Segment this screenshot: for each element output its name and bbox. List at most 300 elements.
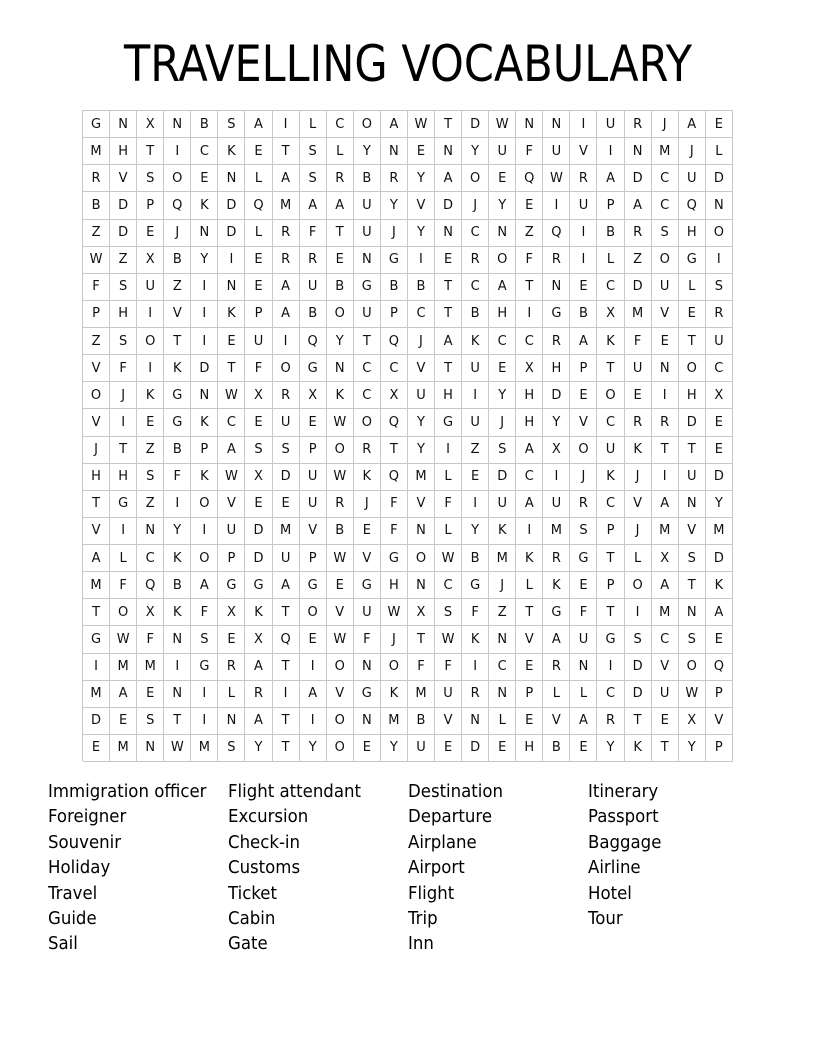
- grid-cell[interactable]: K: [164, 599, 191, 626]
- grid-cell[interactable]: J: [625, 518, 652, 545]
- grid-cell[interactable]: N: [489, 626, 516, 653]
- grid-cell[interactable]: D: [218, 220, 245, 247]
- grid-cell[interactable]: W: [218, 464, 245, 491]
- grid-cell[interactable]: M: [408, 681, 435, 708]
- grid-cell[interactable]: A: [327, 192, 354, 219]
- grid-cell[interactable]: W: [327, 464, 354, 491]
- grid-cell[interactable]: Y: [462, 138, 489, 165]
- grid-cell[interactable]: U: [273, 545, 300, 572]
- grid-cell[interactable]: Z: [516, 220, 543, 247]
- grid-cell[interactable]: N: [652, 355, 679, 382]
- grid-cell[interactable]: E: [110, 708, 137, 735]
- grid-cell[interactable]: K: [164, 355, 191, 382]
- grid-cell[interactable]: E: [489, 735, 516, 762]
- grid-cell[interactable]: Q: [706, 654, 733, 681]
- grid-cell[interactable]: O: [597, 382, 624, 409]
- grid-cell[interactable]: S: [245, 437, 272, 464]
- grid-cell[interactable]: R: [218, 654, 245, 681]
- grid-cell[interactable]: U: [543, 491, 570, 518]
- grid-cell[interactable]: T: [327, 220, 354, 247]
- grid-cell[interactable]: A: [435, 328, 462, 355]
- grid-cell[interactable]: H: [679, 220, 706, 247]
- grid-cell[interactable]: O: [327, 708, 354, 735]
- grid-cell[interactable]: U: [706, 328, 733, 355]
- grid-cell[interactable]: W: [83, 247, 110, 274]
- grid-cell[interactable]: I: [137, 355, 164, 382]
- grid-cell[interactable]: O: [327, 735, 354, 762]
- grid-cell[interactable]: Q: [300, 328, 327, 355]
- grid-cell[interactable]: L: [679, 274, 706, 301]
- grid-cell[interactable]: E: [327, 572, 354, 599]
- grid-cell[interactable]: E: [570, 274, 597, 301]
- grid-cell[interactable]: S: [218, 111, 245, 138]
- grid-cell[interactable]: G: [300, 572, 327, 599]
- grid-cell[interactable]: T: [679, 572, 706, 599]
- grid-cell[interactable]: I: [570, 220, 597, 247]
- grid-cell[interactable]: M: [273, 518, 300, 545]
- grid-cell[interactable]: I: [300, 708, 327, 735]
- grid-cell[interactable]: M: [137, 654, 164, 681]
- grid-cell[interactable]: A: [516, 491, 543, 518]
- grid-cell[interactable]: D: [191, 355, 218, 382]
- grid-cell[interactable]: L: [597, 247, 624, 274]
- grid-cell[interactable]: V: [408, 491, 435, 518]
- grid-cell[interactable]: E: [516, 192, 543, 219]
- grid-cell[interactable]: N: [110, 111, 137, 138]
- grid-cell[interactable]: N: [164, 111, 191, 138]
- grid-cell[interactable]: H: [516, 382, 543, 409]
- grid-cell[interactable]: G: [570, 545, 597, 572]
- grid-cell[interactable]: V: [327, 599, 354, 626]
- grid-cell[interactable]: G: [83, 111, 110, 138]
- grid-cell[interactable]: W: [435, 545, 462, 572]
- grid-cell[interactable]: I: [543, 464, 570, 491]
- grid-cell[interactable]: O: [164, 165, 191, 192]
- grid-cell[interactable]: R: [543, 247, 570, 274]
- grid-cell[interactable]: X: [679, 708, 706, 735]
- grid-cell[interactable]: S: [273, 437, 300, 464]
- grid-cell[interactable]: I: [462, 654, 489, 681]
- grid-cell[interactable]: D: [706, 464, 733, 491]
- grid-cell[interactable]: O: [706, 220, 733, 247]
- grid-cell[interactable]: L: [327, 138, 354, 165]
- grid-cell[interactable]: T: [679, 437, 706, 464]
- grid-cell[interactable]: O: [489, 247, 516, 274]
- grid-cell[interactable]: I: [191, 328, 218, 355]
- grid-cell[interactable]: Y: [489, 382, 516, 409]
- grid-cell[interactable]: C: [516, 464, 543, 491]
- grid-cell[interactable]: N: [489, 220, 516, 247]
- grid-cell[interactable]: S: [679, 545, 706, 572]
- grid-cell[interactable]: R: [327, 491, 354, 518]
- grid-cell[interactable]: B: [164, 572, 191, 599]
- grid-cell[interactable]: U: [354, 599, 381, 626]
- grid-cell[interactable]: A: [435, 165, 462, 192]
- grid-cell[interactable]: E: [245, 247, 272, 274]
- grid-cell[interactable]: E: [706, 437, 733, 464]
- grid-cell[interactable]: E: [300, 626, 327, 653]
- grid-cell[interactable]: B: [354, 165, 381, 192]
- grid-cell[interactable]: X: [245, 464, 272, 491]
- grid-cell[interactable]: E: [300, 409, 327, 436]
- grid-cell[interactable]: O: [327, 654, 354, 681]
- grid-cell[interactable]: C: [218, 409, 245, 436]
- grid-cell[interactable]: B: [164, 247, 191, 274]
- grid-cell[interactable]: P: [137, 192, 164, 219]
- grid-cell[interactable]: E: [516, 654, 543, 681]
- grid-cell[interactable]: Y: [408, 165, 435, 192]
- grid-cell[interactable]: V: [570, 409, 597, 436]
- grid-cell[interactable]: T: [83, 599, 110, 626]
- grid-cell[interactable]: T: [381, 437, 408, 464]
- grid-cell[interactable]: I: [137, 301, 164, 328]
- grid-cell[interactable]: M: [652, 138, 679, 165]
- grid-cell[interactable]: T: [679, 328, 706, 355]
- grid-cell[interactable]: U: [679, 464, 706, 491]
- grid-cell[interactable]: I: [570, 247, 597, 274]
- grid-cell[interactable]: S: [110, 328, 137, 355]
- grid-cell[interactable]: P: [706, 681, 733, 708]
- grid-cell[interactable]: H: [110, 301, 137, 328]
- grid-cell[interactable]: N: [164, 626, 191, 653]
- grid-cell[interactable]: G: [354, 274, 381, 301]
- grid-cell[interactable]: Z: [137, 437, 164, 464]
- grid-cell[interactable]: V: [435, 708, 462, 735]
- grid-cell[interactable]: K: [218, 301, 245, 328]
- grid-cell[interactable]: Y: [327, 328, 354, 355]
- grid-cell[interactable]: A: [570, 328, 597, 355]
- grid-cell[interactable]: O: [408, 545, 435, 572]
- grid-cell[interactable]: I: [110, 518, 137, 545]
- grid-cell[interactable]: M: [83, 572, 110, 599]
- grid-cell[interactable]: J: [462, 192, 489, 219]
- grid-cell[interactable]: N: [516, 111, 543, 138]
- grid-cell[interactable]: P: [706, 735, 733, 762]
- grid-cell[interactable]: T: [110, 437, 137, 464]
- grid-cell[interactable]: C: [706, 355, 733, 382]
- grid-cell[interactable]: G: [245, 572, 272, 599]
- grid-cell[interactable]: F: [381, 518, 408, 545]
- grid-cell[interactable]: Y: [597, 735, 624, 762]
- grid-cell[interactable]: F: [462, 599, 489, 626]
- grid-cell[interactable]: M: [543, 518, 570, 545]
- grid-cell[interactable]: A: [110, 681, 137, 708]
- grid-cell[interactable]: G: [300, 355, 327, 382]
- grid-cell[interactable]: I: [543, 192, 570, 219]
- grid-cell[interactable]: O: [327, 301, 354, 328]
- grid-cell[interactable]: N: [462, 708, 489, 735]
- grid-cell[interactable]: U: [489, 138, 516, 165]
- grid-cell[interactable]: N: [327, 355, 354, 382]
- grid-cell[interactable]: C: [489, 654, 516, 681]
- grid-cell[interactable]: E: [245, 138, 272, 165]
- grid-cell[interactable]: U: [652, 681, 679, 708]
- grid-cell[interactable]: U: [137, 274, 164, 301]
- grid-cell[interactable]: H: [435, 382, 462, 409]
- grid-cell[interactable]: C: [381, 355, 408, 382]
- grid-cell[interactable]: N: [570, 654, 597, 681]
- grid-cell[interactable]: Y: [191, 247, 218, 274]
- grid-cell[interactable]: U: [354, 301, 381, 328]
- grid-cell[interactable]: Y: [164, 518, 191, 545]
- grid-cell[interactable]: V: [652, 301, 679, 328]
- grid-cell[interactable]: N: [706, 192, 733, 219]
- grid-cell[interactable]: Z: [462, 437, 489, 464]
- grid-cell[interactable]: O: [83, 382, 110, 409]
- grid-cell[interactable]: L: [625, 545, 652, 572]
- grid-cell[interactable]: D: [625, 274, 652, 301]
- grid-cell[interactable]: N: [408, 572, 435, 599]
- grid-cell[interactable]: E: [489, 165, 516, 192]
- grid-cell[interactable]: I: [652, 382, 679, 409]
- grid-cell[interactable]: I: [462, 491, 489, 518]
- grid-cell[interactable]: C: [597, 409, 624, 436]
- grid-cell[interactable]: S: [570, 518, 597, 545]
- grid-cell[interactable]: N: [435, 220, 462, 247]
- grid-cell[interactable]: A: [273, 274, 300, 301]
- grid-cell[interactable]: F: [516, 247, 543, 274]
- grid-cell[interactable]: I: [191, 518, 218, 545]
- grid-cell[interactable]: I: [435, 437, 462, 464]
- grid-cell[interactable]: N: [218, 165, 245, 192]
- grid-cell[interactable]: J: [164, 220, 191, 247]
- grid-cell[interactable]: Z: [110, 247, 137, 274]
- grid-cell[interactable]: E: [706, 409, 733, 436]
- grid-cell[interactable]: W: [543, 165, 570, 192]
- grid-cell[interactable]: U: [570, 192, 597, 219]
- grid-cell[interactable]: G: [164, 382, 191, 409]
- grid-cell[interactable]: N: [354, 247, 381, 274]
- grid-cell[interactable]: E: [273, 491, 300, 518]
- grid-cell[interactable]: K: [218, 138, 245, 165]
- grid-cell[interactable]: G: [462, 572, 489, 599]
- grid-cell[interactable]: U: [273, 409, 300, 436]
- grid-cell[interactable]: V: [652, 654, 679, 681]
- grid-cell[interactable]: J: [652, 111, 679, 138]
- grid-cell[interactable]: G: [354, 572, 381, 599]
- grid-cell[interactable]: F: [110, 572, 137, 599]
- grid-cell[interactable]: E: [137, 681, 164, 708]
- grid-cell[interactable]: Z: [137, 491, 164, 518]
- grid-cell[interactable]: M: [110, 735, 137, 762]
- grid-cell[interactable]: D: [245, 545, 272, 572]
- grid-cell[interactable]: Y: [381, 735, 408, 762]
- grid-cell[interactable]: S: [300, 165, 327, 192]
- grid-cell[interactable]: O: [679, 654, 706, 681]
- grid-cell[interactable]: A: [652, 491, 679, 518]
- grid-cell[interactable]: E: [408, 138, 435, 165]
- grid-cell[interactable]: J: [489, 572, 516, 599]
- grid-cell[interactable]: N: [543, 274, 570, 301]
- grid-cell[interactable]: N: [137, 518, 164, 545]
- grid-cell[interactable]: K: [354, 464, 381, 491]
- grid-cell[interactable]: V: [83, 409, 110, 436]
- grid-cell[interactable]: I: [273, 328, 300, 355]
- grid-cell[interactable]: Y: [381, 192, 408, 219]
- grid-cell[interactable]: G: [191, 654, 218, 681]
- grid-cell[interactable]: V: [408, 355, 435, 382]
- grid-cell[interactable]: J: [570, 464, 597, 491]
- grid-cell[interactable]: G: [354, 681, 381, 708]
- grid-cell[interactable]: R: [706, 301, 733, 328]
- grid-cell[interactable]: N: [543, 111, 570, 138]
- grid-cell[interactable]: D: [218, 192, 245, 219]
- grid-cell[interactable]: M: [652, 599, 679, 626]
- grid-cell[interactable]: X: [706, 382, 733, 409]
- grid-cell[interactable]: R: [354, 437, 381, 464]
- grid-cell[interactable]: T: [354, 328, 381, 355]
- grid-cell[interactable]: X: [245, 626, 272, 653]
- grid-cell[interactable]: E: [137, 220, 164, 247]
- grid-cell[interactable]: K: [137, 382, 164, 409]
- grid-cell[interactable]: P: [83, 301, 110, 328]
- grid-cell[interactable]: V: [543, 708, 570, 735]
- grid-cell[interactable]: E: [652, 708, 679, 735]
- grid-cell[interactable]: E: [462, 464, 489, 491]
- grid-cell[interactable]: E: [679, 301, 706, 328]
- grid-cell[interactable]: T: [273, 708, 300, 735]
- grid-cell[interactable]: G: [543, 599, 570, 626]
- grid-cell[interactable]: Y: [462, 518, 489, 545]
- grid-cell[interactable]: E: [570, 735, 597, 762]
- grid-cell[interactable]: G: [381, 247, 408, 274]
- grid-cell[interactable]: I: [191, 301, 218, 328]
- grid-cell[interactable]: I: [516, 301, 543, 328]
- grid-cell[interactable]: O: [300, 599, 327, 626]
- grid-cell[interactable]: F: [625, 328, 652, 355]
- grid-cell[interactable]: P: [597, 572, 624, 599]
- grid-cell[interactable]: Y: [543, 409, 570, 436]
- grid-cell[interactable]: B: [408, 274, 435, 301]
- grid-cell[interactable]: E: [706, 111, 733, 138]
- grid-cell[interactable]: K: [191, 192, 218, 219]
- grid-cell[interactable]: I: [164, 491, 191, 518]
- grid-cell[interactable]: U: [625, 355, 652, 382]
- grid-cell[interactable]: V: [83, 355, 110, 382]
- grid-cell[interactable]: P: [300, 437, 327, 464]
- grid-cell[interactable]: Q: [245, 192, 272, 219]
- grid-cell[interactable]: R: [543, 328, 570, 355]
- grid-cell[interactable]: M: [110, 654, 137, 681]
- grid-cell[interactable]: E: [327, 247, 354, 274]
- grid-cell[interactable]: E: [245, 409, 272, 436]
- grid-cell[interactable]: W: [164, 735, 191, 762]
- grid-cell[interactable]: C: [327, 111, 354, 138]
- grid-cell[interactable]: K: [462, 328, 489, 355]
- grid-cell[interactable]: B: [570, 301, 597, 328]
- grid-cell[interactable]: B: [543, 735, 570, 762]
- grid-cell[interactable]: E: [570, 382, 597, 409]
- grid-cell[interactable]: U: [679, 165, 706, 192]
- grid-cell[interactable]: S: [652, 220, 679, 247]
- grid-cell[interactable]: R: [625, 111, 652, 138]
- grid-cell[interactable]: C: [652, 165, 679, 192]
- grid-cell[interactable]: A: [489, 274, 516, 301]
- grid-cell[interactable]: L: [516, 572, 543, 599]
- grid-cell[interactable]: C: [408, 301, 435, 328]
- grid-cell[interactable]: C: [652, 626, 679, 653]
- grid-cell[interactable]: T: [435, 301, 462, 328]
- grid-cell[interactable]: O: [570, 437, 597, 464]
- grid-cell[interactable]: A: [245, 654, 272, 681]
- grid-cell[interactable]: N: [191, 220, 218, 247]
- grid-cell[interactable]: N: [218, 708, 245, 735]
- grid-cell[interactable]: A: [597, 165, 624, 192]
- grid-cell[interactable]: T: [516, 599, 543, 626]
- grid-cell[interactable]: V: [570, 138, 597, 165]
- grid-cell[interactable]: X: [137, 111, 164, 138]
- grid-cell[interactable]: X: [137, 599, 164, 626]
- grid-cell[interactable]: S: [137, 464, 164, 491]
- grid-cell[interactable]: U: [300, 274, 327, 301]
- grid-cell[interactable]: Y: [706, 491, 733, 518]
- grid-cell[interactable]: T: [218, 355, 245, 382]
- grid-cell[interactable]: U: [300, 464, 327, 491]
- grid-cell[interactable]: D: [110, 192, 137, 219]
- grid-cell[interactable]: T: [652, 735, 679, 762]
- grid-cell[interactable]: N: [137, 735, 164, 762]
- grid-cell[interactable]: M: [408, 464, 435, 491]
- grid-cell[interactable]: J: [625, 464, 652, 491]
- grid-cell[interactable]: K: [543, 572, 570, 599]
- grid-cell[interactable]: S: [625, 626, 652, 653]
- grid-cell[interactable]: A: [191, 572, 218, 599]
- grid-cell[interactable]: S: [435, 599, 462, 626]
- grid-cell[interactable]: G: [218, 572, 245, 599]
- grid-cell[interactable]: U: [489, 491, 516, 518]
- grid-cell[interactable]: Y: [489, 192, 516, 219]
- grid-cell[interactable]: K: [245, 599, 272, 626]
- grid-cell[interactable]: P: [570, 355, 597, 382]
- grid-cell[interactable]: B: [462, 301, 489, 328]
- grid-cell[interactable]: V: [83, 518, 110, 545]
- grid-cell[interactable]: O: [354, 409, 381, 436]
- grid-cell[interactable]: W: [435, 626, 462, 653]
- grid-cell[interactable]: B: [300, 301, 327, 328]
- grid-cell[interactable]: L: [706, 138, 733, 165]
- grid-cell[interactable]: J: [381, 626, 408, 653]
- grid-cell[interactable]: V: [516, 626, 543, 653]
- grid-cell[interactable]: D: [625, 681, 652, 708]
- grid-cell[interactable]: H: [679, 382, 706, 409]
- grid-cell[interactable]: A: [300, 192, 327, 219]
- grid-cell[interactable]: Y: [408, 220, 435, 247]
- grid-cell[interactable]: B: [597, 220, 624, 247]
- grid-cell[interactable]: S: [706, 274, 733, 301]
- grid-cell[interactable]: T: [273, 735, 300, 762]
- grid-cell[interactable]: J: [354, 491, 381, 518]
- grid-cell[interactable]: I: [273, 681, 300, 708]
- grid-cell[interactable]: Y: [408, 409, 435, 436]
- grid-cell[interactable]: F: [381, 491, 408, 518]
- grid-cell[interactable]: L: [570, 681, 597, 708]
- grid-cell[interactable]: O: [110, 599, 137, 626]
- grid-cell[interactable]: V: [327, 681, 354, 708]
- grid-cell[interactable]: A: [625, 192, 652, 219]
- grid-cell[interactable]: Y: [679, 735, 706, 762]
- grid-cell[interactable]: C: [597, 274, 624, 301]
- grid-cell[interactable]: N: [408, 518, 435, 545]
- grid-cell[interactable]: L: [300, 111, 327, 138]
- grid-cell[interactable]: A: [245, 708, 272, 735]
- grid-cell[interactable]: I: [191, 274, 218, 301]
- grid-cell[interactable]: R: [83, 165, 110, 192]
- grid-cell[interactable]: K: [191, 464, 218, 491]
- grid-cell[interactable]: R: [273, 247, 300, 274]
- grid-cell[interactable]: V: [706, 708, 733, 735]
- grid-cell[interactable]: I: [706, 247, 733, 274]
- grid-cell[interactable]: J: [83, 437, 110, 464]
